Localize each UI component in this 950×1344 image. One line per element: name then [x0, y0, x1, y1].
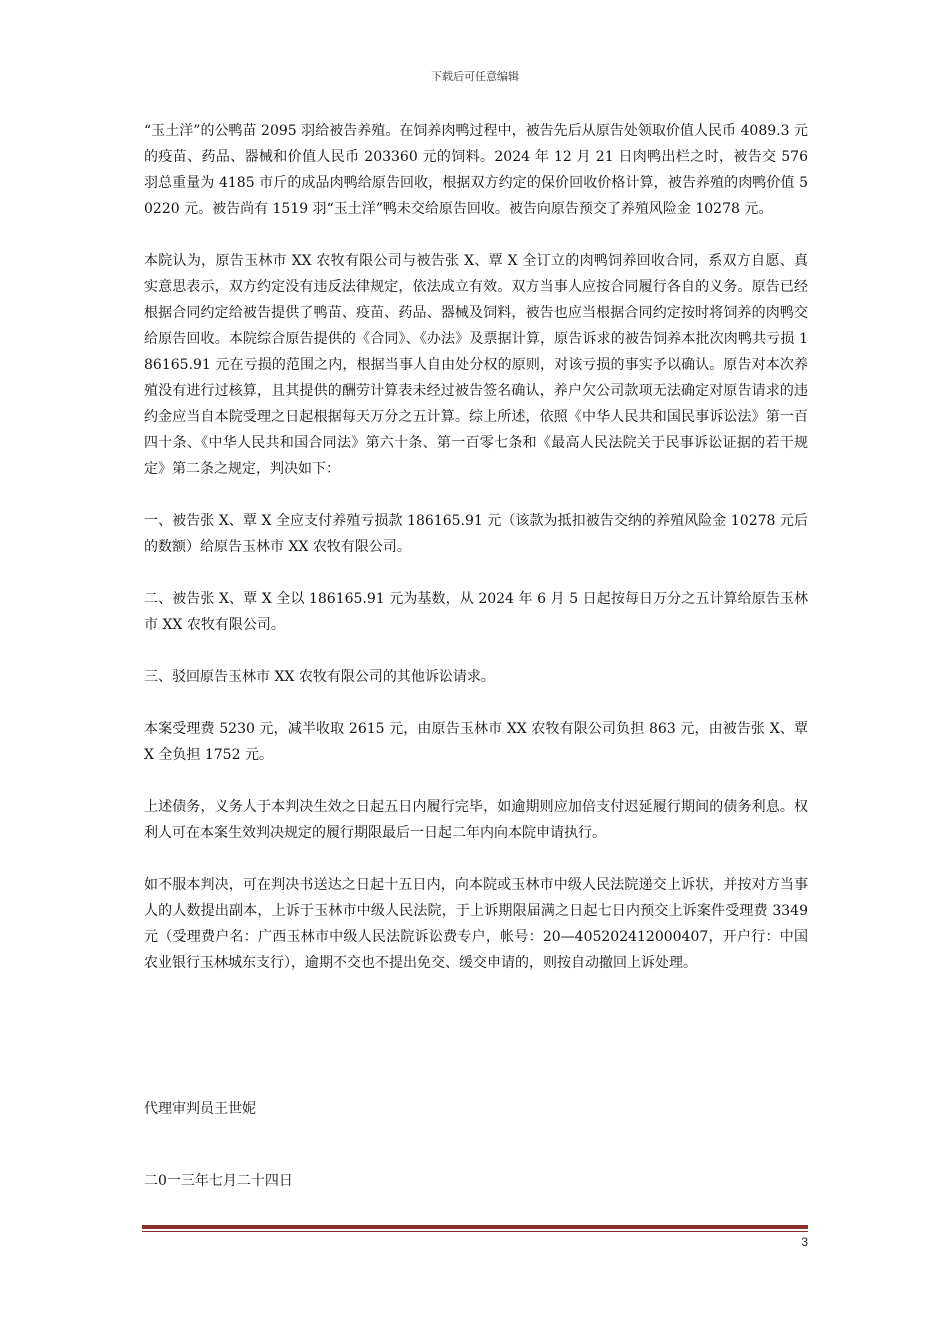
paragraph-court-fees: 本案受理费 5230 元，减半收取 2615 元，由原告玉林市 XX 农牧有限公司负担 863 元，由被告张 X、覃 X 全负担 1752 元。 — [144, 721, 808, 763]
document-body — [144, 118, 808, 1002]
paragraph-judgment-item-2: 二、被告张 X、覃 X 全以 186165.91 元为基数，从 2024 年 6 月 5 日起按每日万分之五计算给原告玉林市 XX 农牧有限公司。 — [144, 591, 808, 633]
paragraph-appeal-notice: 如不服本判决，可在判决书送达之日起十五日内，向本院或玉林市中级人民法院递交上诉状，并按对方当事人的人数提出副本，上诉于玉林市中级人民法院，于上诉期限届满之日起七日内预交上诉案件受理费 3349 元（受理费户名：广西玉林市中级人民法院诉讼费专户，帐号：20—405202412000407，开户行：中国农业银行玉林城东支行），逾期不交也不提出免交、缓交申请的，则按自动撤回上诉处理。 — [144, 877, 808, 971]
paragraph-facts: “玉土洋”的公鸭苗 2095 羽给被告养殖。在饲养肉鸭过程中，被告先后从原告处领取价值人民币 4089.3 元的疫苗、药品、器械和价值人民币 203360 元的饲料。2024 年 12 月 21 日肉鸭出栏之时，被告交 576 羽总重量为 4185 市斤的成品肉鸭给原告回收，根据双方约定的保价回收价格计算，被告养殖的肉鸭价值 50220 元。被告尚有 1519 羽“玉土洋”鸭未交给原告回收。被告向原告预交了养殖风险金 10278 元。 — [144, 123, 808, 217]
page-header: 下载后可任意编辑 — [431, 70, 519, 83]
paragraph-judgment-item-1: 一、被告张 X、覃 X 全应支付养殖亏损款 186165.91 元（该款为抵扣被告交纳的养殖风险金 10278 元后的数额）给原告玉林市 XX 农牧有限公司。 — [144, 513, 808, 555]
paragraph-debt-performance: 上述债务，义务人于本判决生效之日起五日内履行完毕，如逾期则应加倍支付迟延履行期间的债务利息。权利人可在本案生效判决规定的履行期限最后一日起二年内向本院申请执行。 — [144, 799, 808, 841]
page-number: 3 — [801, 1235, 808, 1249]
footer-rule-thin — [142, 1231, 808, 1232]
footer-rule-thick — [142, 1225, 808, 1229]
judgment-date: 二0一三年七月二十四日 — [144, 1173, 293, 1189]
paragraph-court-opinion: 本院认为，原告玉林市 XX 农牧有限公司与被告张 X、覃 X 全订立的肉鸭饲养回收合同，系双方自愿、真实意思表示，双方约定没有违反法律规定，依法成立有效。双方当事人应按合同履行各自的义务。原告已经根据合同约定给被告提供了鸭苗、疫苗、药品、器械及饲料，被告也应当根据合同约定按时将饲养的肉鸭交给原告回收。本院综合原告提供的《合同》、《办法》及票据计算，原告诉求的被告饲养本批次肉鸭共亏损 186165.91 元在亏损的范围之内，根据当事人自由处分权的原则，对该亏损的事实予以确认。原告对本次养殖没有进行过核算，且其提供的酬劳计算表未经过被告签名确认，养户欠公司款项无法确定对原告请求的违约金应当自本院受理之日起根据每天万分之五计算。综上所述，依照《中华人民共和国民事诉讼法》第一百四十条、《中华人民共和国合同法》第六十条、第一百零七条和《最高人民法院关于民事诉讼证据的若干规定》第二条之规定，判决如下： — [144, 253, 808, 477]
judge-signature: 代理审判员王世妮 — [144, 1101, 256, 1117]
paragraph-judgment-item-3: 三、驳回原告玉林市 XX 农牧有限公司的其他诉讼请求。 — [144, 669, 495, 685]
